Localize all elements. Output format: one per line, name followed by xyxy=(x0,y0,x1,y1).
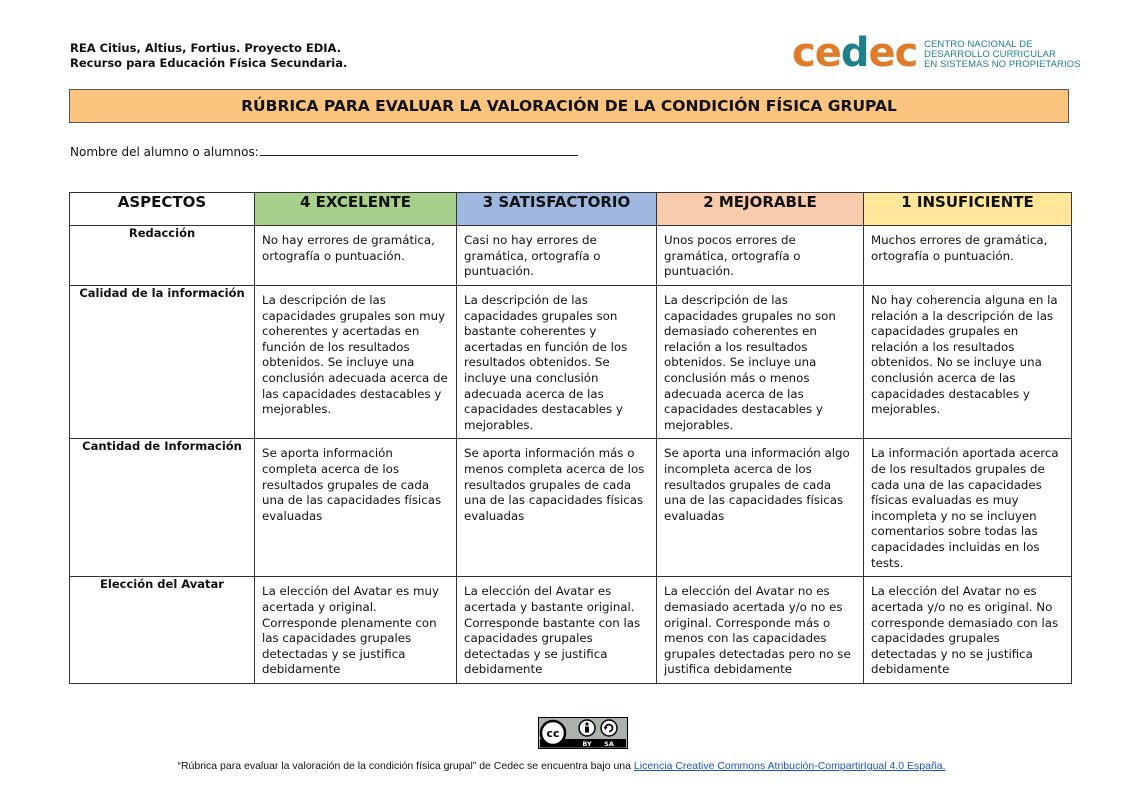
resource-header-line1: REA Citius, Altius, Fortius. Proyecto EDIA. xyxy=(70,41,342,55)
table-cell: La elección del Avatar no es demasiado acertada y/o no es original. Corresponde más o menos con las capacidades grupales detectadas pero no se justifica debidamente xyxy=(657,577,864,684)
table-cell: La elección del Avatar es muy acertada y original. Corresponde plenamente con las capacidades grupales detectadas y se justifica debidamente xyxy=(255,577,457,684)
table-row xyxy=(70,439,1072,577)
table-cell: La elección del Avatar no es acertada y/o no es original. No corresponde demasiado con las capacidades grupales detectadas y no se justifica debidamente xyxy=(864,577,1072,684)
header-aspectos: ASPECTOS xyxy=(70,193,255,226)
table-row xyxy=(70,577,1072,684)
header-excelente: 4 EXCELENTE xyxy=(255,193,457,226)
student-name-label: Nombre del alumno o alumnos: xyxy=(70,145,259,159)
aspect-avatar: Elección del Avatar xyxy=(70,577,255,684)
table-cell: La descripción de las capacidades grupales no son demasiado coherentes en relación a los resultados obtenidos. Se incluye una conclusión más o menos adecuada acerca de las capacidades destacables y mejorables. xyxy=(657,286,864,439)
cc-icon: cc xyxy=(546,727,560,740)
student-name-line xyxy=(70,143,578,159)
table-cell: Se aporta información completa acerca de los resultados grupales de cada una de las capacidades físicas evaluadas xyxy=(255,439,457,577)
header-mejorable: 2 MEJORABLE xyxy=(657,193,864,226)
header-insuficiente: 1 INSUFICIENTE xyxy=(864,193,1072,226)
cc-by-sa-badge-icon[interactable] xyxy=(538,717,628,749)
cedec-logo-sub3: EN SISTEMAS NO PROPIETARIOS xyxy=(924,59,1081,70)
aspect-redaccion: Redacción xyxy=(70,226,255,286)
cedec-logo-sub1: CENTRO NACIONAL DE xyxy=(924,39,1033,50)
table-row xyxy=(70,286,1072,439)
sa-label: SA xyxy=(604,740,614,748)
table-cell: Casi no hay errores de gramática, ortografía o puntuación. xyxy=(457,226,657,286)
cedec-logo xyxy=(792,30,1082,76)
student-name-blank[interactable] xyxy=(260,143,578,156)
table-cell: Unos pocos errores de gramática, ortografía o puntuación. xyxy=(657,226,864,286)
cedec-logo-word: cedec xyxy=(792,30,918,76)
license-text: “Rúbrica para evaluar la valoración de la condición física grupal” de Cedec se encuentra bajo una xyxy=(177,760,634,772)
by-label: BY xyxy=(582,740,592,748)
table-cell: La descripción de las capacidades grupales son muy coherentes y acertadas en función de los resultados obtenidos. Se incluye una conclusión adecuada acerca de las capacidades destacables y mejorables. xyxy=(255,286,457,439)
table-cell: Se aporta información más o menos completa acerca de los resultados grupales de cada una de las capacidades físicas evaluadas xyxy=(457,439,657,577)
table-cell: La elección del Avatar es acertada y bastante original. Corresponde bastante con las capacidades grupales detectadas y se justifica debidamente xyxy=(457,577,657,684)
rubric-title-box xyxy=(69,89,1069,123)
rubric-title: RÚBRICA PARA EVALUAR LA VALORACIÓN DE LA CONDICIÓN FÍSICA GRUPAL xyxy=(241,97,897,115)
table-cell: Muchos errores de gramática, ortografía o puntuación. xyxy=(864,226,1072,286)
table-cell: Se aporta una información algo incompleta acerca de los resultados grupales de cada una de las capacidades físicas evaluadas xyxy=(657,439,864,577)
table-cell: No hay errores de gramática, ortografía o puntuación. xyxy=(255,226,457,286)
resource-header-line2: Recurso para Educación Física Secundaria. xyxy=(70,56,348,70)
header-satisfactorio: 3 SATISFACTORIO xyxy=(457,193,657,226)
table-row xyxy=(70,226,1072,286)
resource-header xyxy=(70,41,347,71)
license-footer xyxy=(0,760,1123,772)
aspect-cantidad: Cantidad de Información xyxy=(70,439,255,577)
cedec-logo-sub2: DESARROLLO CURRICULAR xyxy=(924,49,1056,60)
license-link[interactable]: Licencia Creative Commons Atribución-CompartirIgual 4.0 España. xyxy=(633,760,946,772)
aspect-calidad: Calidad de la información xyxy=(70,286,255,439)
rubric-header-row xyxy=(70,193,1072,226)
rubric-table xyxy=(69,192,1072,684)
table-cell: La información aportada acerca de los resultados grupales de cada una de las capacidades físicas evaluadas es muy incompleta y no se incluyen comentarios sobre todas las capacidades incluidas en los tests. xyxy=(864,439,1072,577)
table-cell: La descripción de las capacidades grupales son bastante coherentes y acertadas en función de los resultados obtenidos. Se incluye una conclusión adecuada acerca de las capacidades destacables y mejorables. xyxy=(457,286,657,439)
table-cell: No hay coherencia alguna en la relación a la descripción de las capacidades grupales en relación a los resultados obtenidos. No se incluye una conclusión acerca de las capacidades destacables y mejorables. xyxy=(864,286,1072,439)
cedec-logo-subtitle xyxy=(924,40,1081,70)
